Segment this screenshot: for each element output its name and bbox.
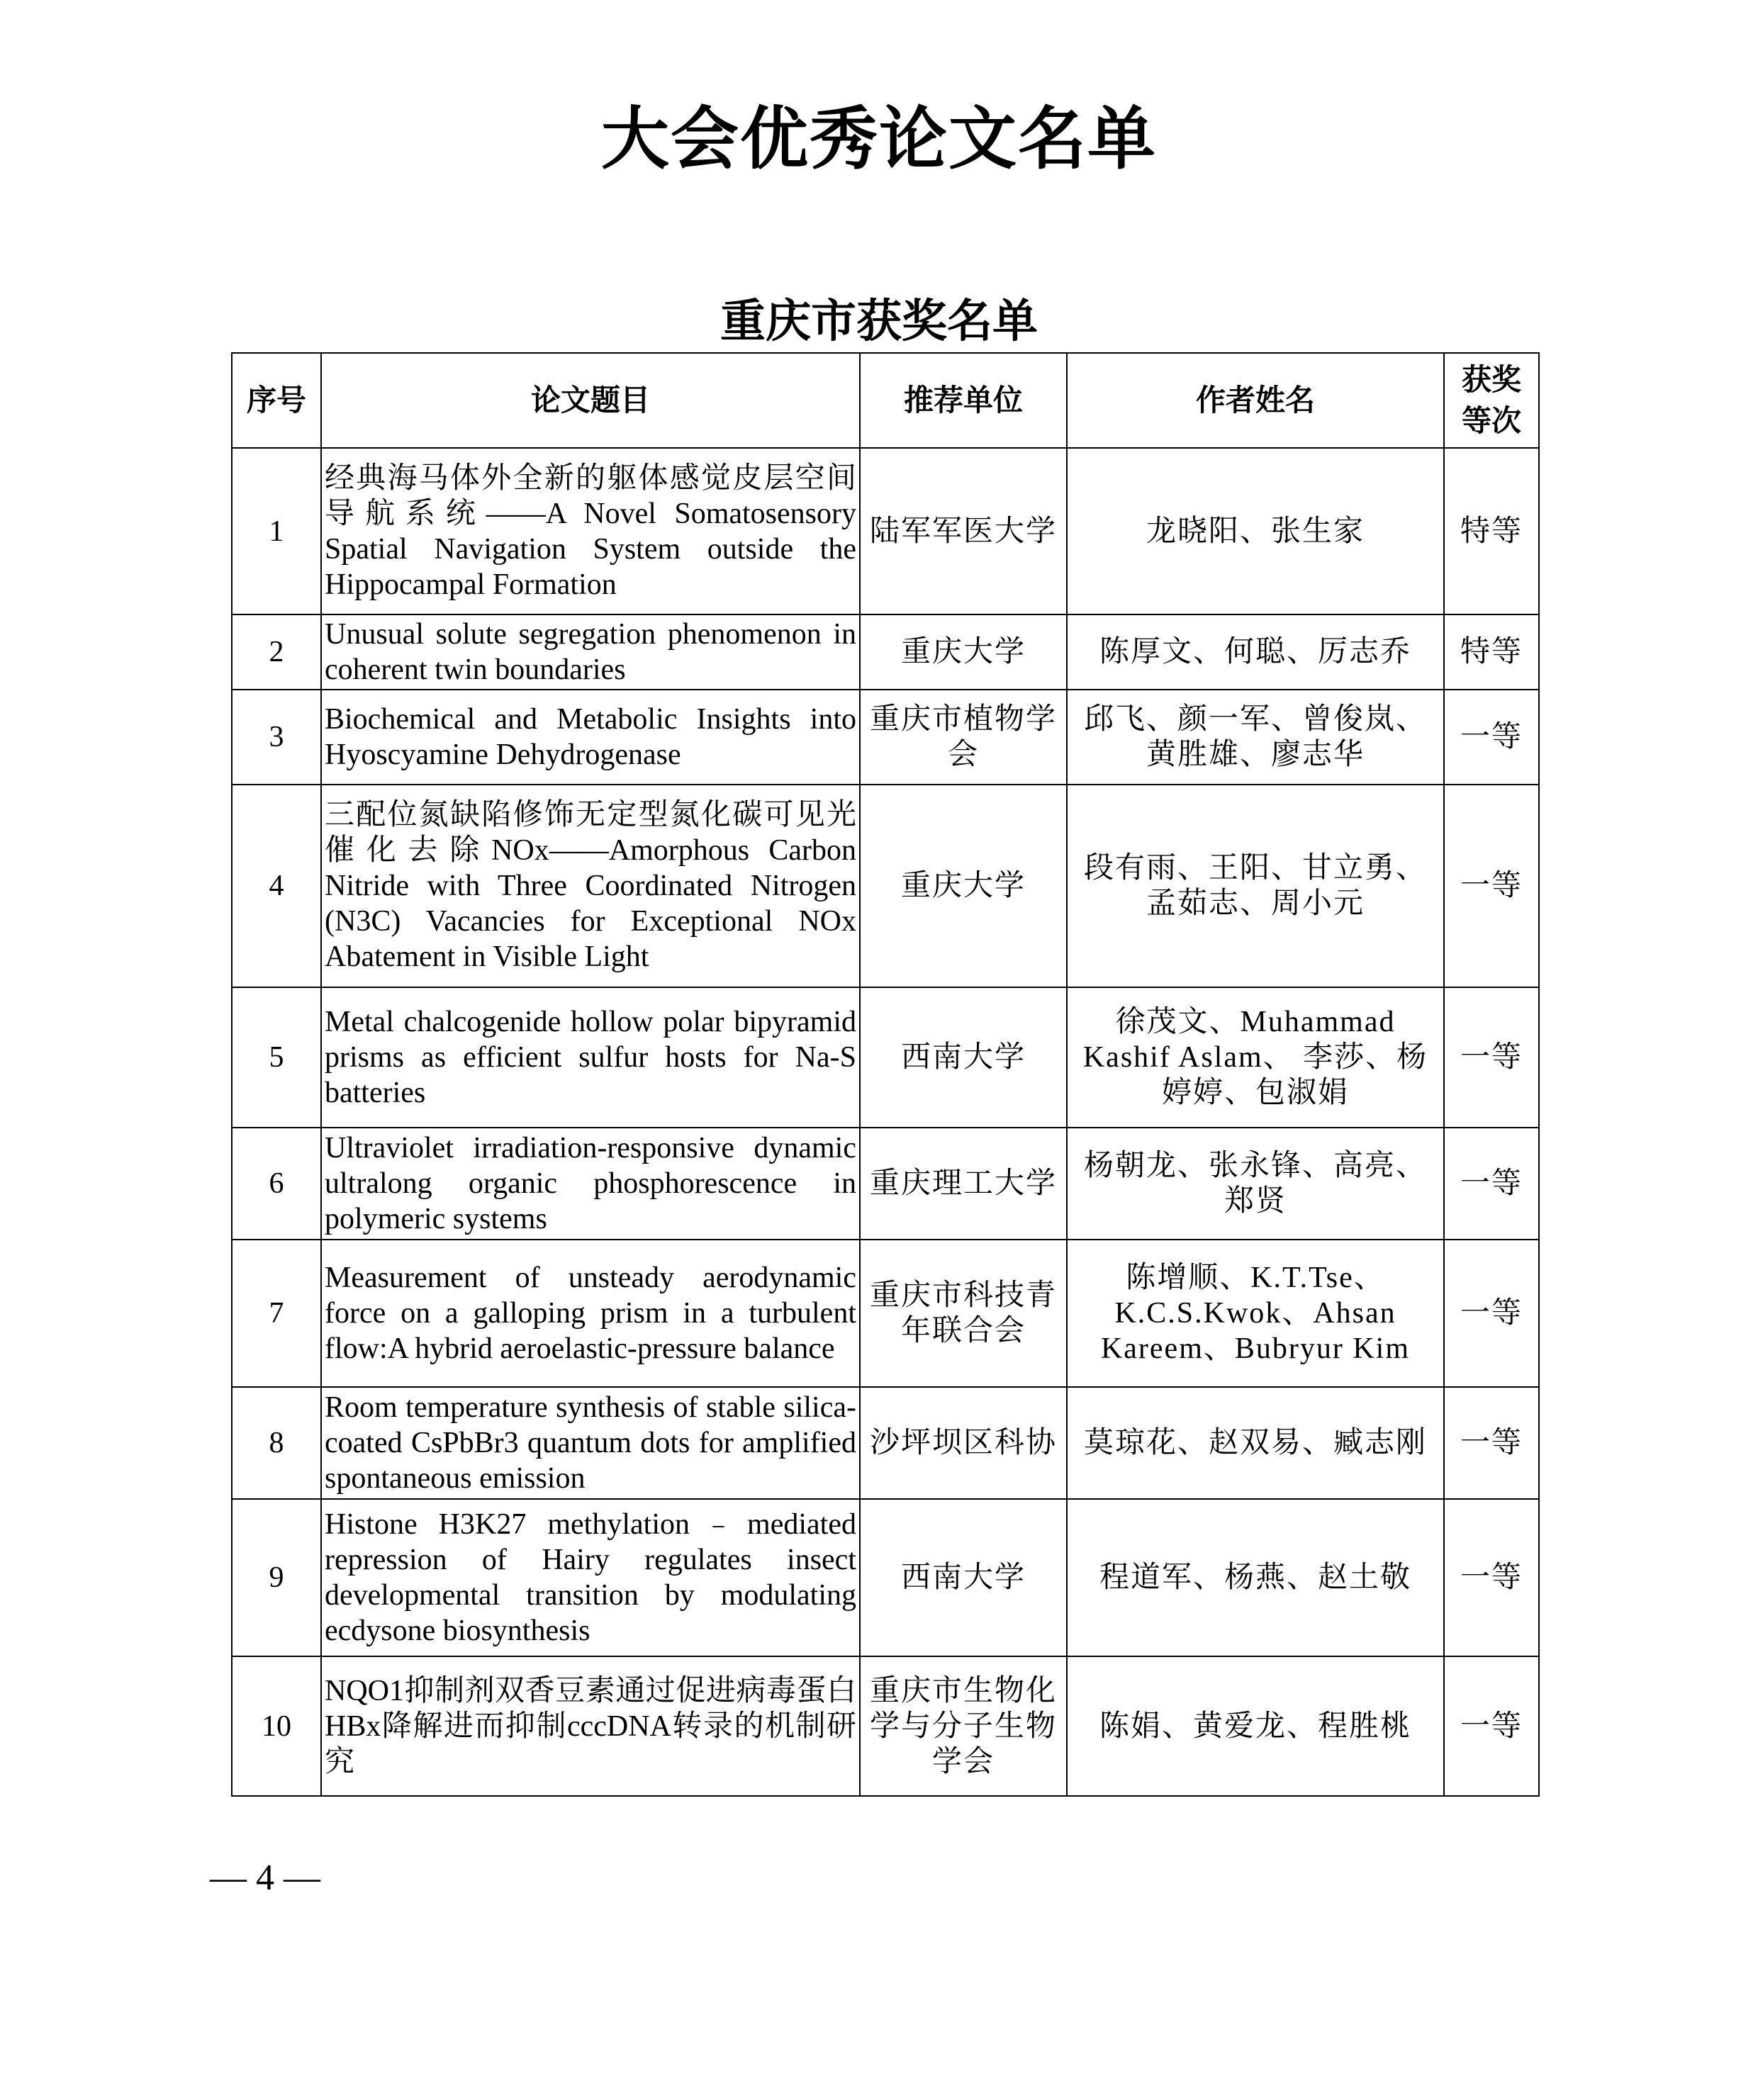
header-level-text: 获奖等次 — [1461, 362, 1521, 438]
row-authors: 段有雨、王阳、甘立勇、孟茹志、周小元 — [1067, 785, 1444, 987]
table-row — [232, 987, 1539, 1128]
row-level: 一等 — [1444, 690, 1539, 785]
table-row — [232, 690, 1539, 785]
row-level: 特等 — [1444, 448, 1539, 614]
row-level: 一等 — [1444, 1499, 1539, 1656]
row-level: 特等 — [1444, 614, 1539, 690]
row-no: 9 — [232, 1499, 321, 1656]
row-level: 一等 — [1444, 785, 1539, 987]
header-no: 序号 — [232, 353, 321, 448]
table-row — [232, 614, 1539, 690]
table-row — [232, 1128, 1539, 1240]
row-no: 2 — [232, 614, 321, 690]
header-level — [1444, 353, 1539, 448]
row-unit: 陆军军医大学 — [860, 448, 1067, 614]
row-authors: 杨朝龙、张永锋、高亮、郑贤 — [1067, 1128, 1444, 1240]
row-unit: 沙坪坝区科协 — [860, 1387, 1067, 1499]
row-no: 3 — [232, 690, 321, 785]
row-level: 一等 — [1444, 987, 1539, 1128]
row-no: 10 — [232, 1656, 321, 1796]
row-no: 5 — [232, 987, 321, 1128]
section-subtitle: 重庆市获奖名单 — [720, 295, 1038, 348]
header-unit: 推荐单位 — [860, 353, 1067, 448]
row-authors: 莫琼花、赵双易、臧志刚 — [1067, 1387, 1444, 1499]
table-row — [232, 1387, 1539, 1499]
table-row — [232, 448, 1539, 614]
row-authors: 龙晓阳、张生家 — [1067, 448, 1444, 614]
row-unit: 重庆市生物化学与分子生物学会 — [860, 1656, 1067, 1796]
row-no: 8 — [232, 1387, 321, 1499]
row-unit: 西南大学 — [860, 1499, 1067, 1656]
row-no: 7 — [232, 1240, 321, 1387]
table-row — [232, 785, 1539, 987]
row-title: Unusual solute segregation phenomenon in coherent twin boundaries — [321, 614, 860, 690]
table-row — [232, 1240, 1539, 1387]
row-level: 一等 — [1444, 1387, 1539, 1499]
document-title: 大会优秀论文名单 — [601, 99, 1157, 179]
row-unit: 重庆市科技青年联合会 — [860, 1240, 1067, 1387]
row-title: 三配位氮缺陷修饰无定型氮化碳可见光催化去除NOx——Amorphous Carbon Nitride with Three Coordinated Nitrogen (N3C) Vacancies for Exceptional NOx Abatement in Visible Light — [321, 785, 860, 987]
page-number: — 4 — — [210, 1858, 320, 1898]
row-unit: 重庆理工大学 — [860, 1128, 1067, 1240]
row-level: 一等 — [1444, 1240, 1539, 1387]
row-no: 1 — [232, 448, 321, 614]
row-authors: 陈增顺、K.T.Tse、K.C.S.Kwok、Ahsan Kareem、Bubryur Kim — [1067, 1240, 1444, 1387]
row-unit: 重庆大学 — [860, 614, 1067, 690]
row-title: Ultraviolet irradiation-responsive dynamic ultralong organic phosphorescence in polymeric systems — [321, 1128, 860, 1240]
header-authors: 作者姓名 — [1067, 353, 1444, 448]
row-level: 一等 — [1444, 1128, 1539, 1240]
table-row — [232, 1499, 1539, 1656]
table-row — [232, 1656, 1539, 1796]
row-authors: 徐茂文、Muhammad Kashif Aslam、 李莎、杨婷婷、包淑娟 — [1067, 987, 1444, 1128]
row-title: Room temperature synthesis of stable silica-coated CsPbBr3 quantum dots for amplified spontaneous emission — [321, 1387, 860, 1499]
row-authors: 程道军、杨燕、赵土敬 — [1067, 1499, 1444, 1656]
row-title: Biochemical and Metabolic Insights into Hyoscyamine Dehydrogenase — [321, 690, 860, 785]
row-title: Metal chalcogenide hollow polar bipyramid prisms as efficient sulfur hosts for Na-S batteries — [321, 987, 860, 1128]
header-title: 论文题目 — [321, 353, 860, 448]
row-no: 6 — [232, 1128, 321, 1240]
table-header-row — [232, 353, 1539, 448]
row-level: 一等 — [1444, 1656, 1539, 1796]
row-authors: 陈娟、黄爱龙、程胜桃 — [1067, 1656, 1444, 1796]
row-title: Measurement of unsteady aerodynamic force on a galloping prism in a turbulent flow:A hybrid aeroelastic-pressure balance — [321, 1240, 860, 1387]
row-authors: 邱飞、颜一军、曾俊岚、黄胜雄、廖志华 — [1067, 690, 1444, 785]
row-title: NQO1抑制剂双香豆素通过促进病毒蛋白HBx降解进而抑制cccDNA转录的机制研究 — [321, 1656, 860, 1796]
award-table — [231, 352, 1540, 1797]
row-unit: 重庆大学 — [860, 785, 1067, 987]
row-title: Histone H3K27 methylation﹣mediated repression of Hairy regulates insect developmental transition by modulating ecdysone biosynthesis — [321, 1499, 860, 1656]
row-title: 经典海马体外全新的躯体感觉皮层空间导航系统——A Novel Somatosensory Spatial Navigation System outside the Hippocampal Formation — [321, 448, 860, 614]
row-authors: 陈厚文、何聪、厉志乔 — [1067, 614, 1444, 690]
row-unit: 西南大学 — [860, 987, 1067, 1128]
row-unit: 重庆市植物学会 — [860, 690, 1067, 785]
row-no: 4 — [232, 785, 321, 987]
